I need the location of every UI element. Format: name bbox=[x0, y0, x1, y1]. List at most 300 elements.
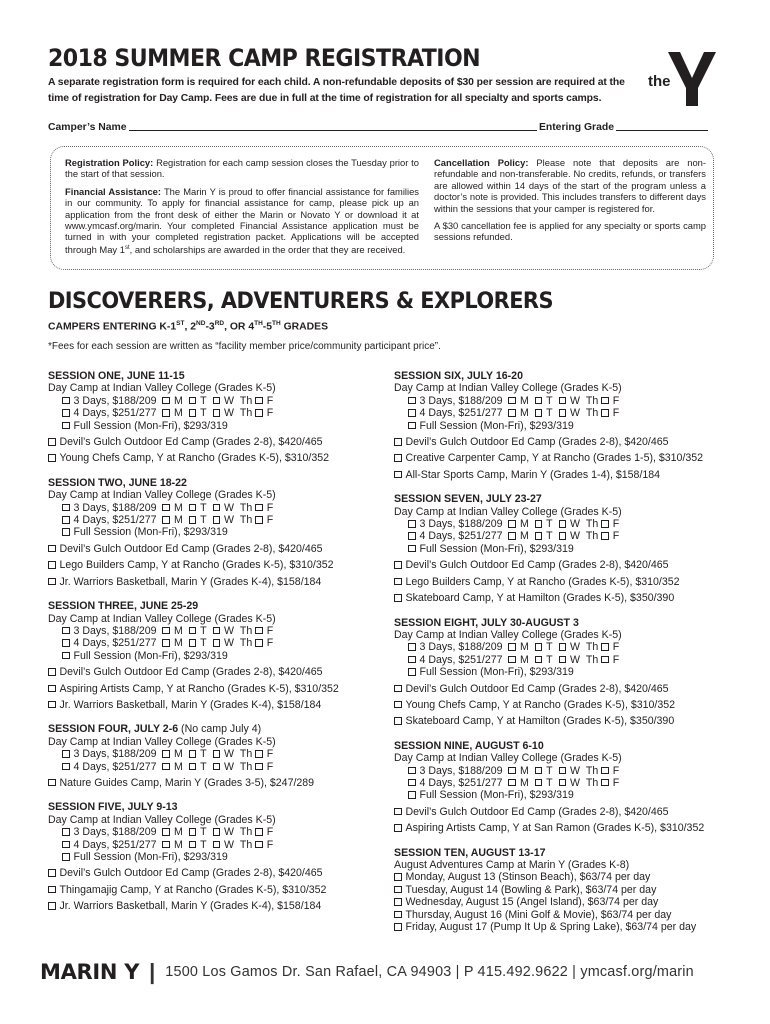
checkbox[interactable] bbox=[189, 750, 197, 758]
checkbox[interactable] bbox=[601, 532, 609, 540]
checkbox[interactable] bbox=[255, 828, 263, 836]
footer-contact: 1500 Los Gamos Dr. San Rafael, CA 94903 | P 415.492.9622 | ymcasf.org/marin bbox=[165, 964, 694, 980]
checkbox[interactable] bbox=[255, 627, 263, 635]
option-label: 4 Days, $251/277 bbox=[73, 514, 157, 527]
checkbox[interactable] bbox=[508, 656, 516, 664]
day-label: T bbox=[200, 826, 207, 839]
option-row bbox=[48, 867, 388, 879]
checkbox[interactable] bbox=[394, 561, 402, 569]
session-three bbox=[48, 600, 388, 711]
checkbox[interactable] bbox=[559, 767, 567, 775]
checkbox[interactable] bbox=[255, 409, 263, 417]
option-row bbox=[394, 822, 734, 834]
option-label: Full Session (Mon-Fri), $293/319 bbox=[73, 526, 228, 539]
option-label: Devil’s Gulch Outdoor Ed Camp (Grades 2-8), $420/465 bbox=[59, 436, 323, 449]
checkbox[interactable] bbox=[255, 397, 263, 405]
checkbox[interactable] bbox=[394, 454, 402, 462]
checkbox[interactable] bbox=[213, 763, 221, 771]
checkbox[interactable] bbox=[62, 516, 70, 524]
page-title: 2018 SUMMER CAMP REGISTRATION bbox=[48, 44, 481, 72]
day-label: W bbox=[570, 530, 581, 543]
session-one bbox=[48, 370, 388, 465]
checkbox[interactable] bbox=[189, 516, 197, 524]
option-label: Full Session (Mon-Fri), $293/319 bbox=[419, 666, 574, 679]
option-label: Lego Builders Camp, Y at Rancho (Grades K-5), $310/352 bbox=[405, 575, 680, 588]
checkbox[interactable] bbox=[394, 594, 402, 602]
checkbox[interactable] bbox=[408, 532, 416, 540]
checkbox[interactable] bbox=[213, 750, 221, 758]
checkbox[interactable] bbox=[408, 409, 416, 417]
option-label: Thursday, August 16 (Mini Golf & Movie), $63/74 per day bbox=[405, 908, 672, 921]
checkbox[interactable] bbox=[162, 409, 170, 417]
policy-left-column bbox=[65, 157, 419, 261]
session-title: SESSION TEN, AUGUST 13-17 bbox=[394, 846, 546, 859]
full-session-row bbox=[48, 526, 388, 538]
option-label: 3 Days, $188/209 bbox=[419, 394, 503, 407]
option-label: Full Session (Mon-Fri), $293/319 bbox=[419, 789, 574, 802]
checkbox[interactable] bbox=[62, 504, 70, 512]
checkbox[interactable] bbox=[559, 656, 567, 664]
option-label: Aspiring Artists Camp, Y at San Ramon (Grades K-5), $310/352 bbox=[405, 822, 705, 835]
day-label: M bbox=[173, 760, 183, 773]
day-label: W bbox=[570, 764, 581, 777]
checkbox[interactable] bbox=[62, 652, 70, 660]
day-label: F bbox=[612, 407, 620, 420]
checkbox[interactable] bbox=[189, 627, 197, 635]
checkbox[interactable] bbox=[535, 532, 543, 540]
checkbox[interactable] bbox=[255, 763, 263, 771]
checkbox[interactable] bbox=[189, 639, 197, 647]
day-camp-label: Day Camp at Indian Valley College (Grades K-5) bbox=[48, 489, 276, 502]
checkbox[interactable] bbox=[508, 397, 516, 405]
checkbox[interactable] bbox=[408, 643, 416, 651]
day-label: Th bbox=[239, 760, 253, 773]
entering-grade-label: Entering Grade bbox=[538, 122, 614, 133]
subhead-sup: TH bbox=[254, 320, 263, 327]
day-label: T bbox=[200, 637, 207, 650]
checkbox[interactable] bbox=[408, 656, 416, 664]
four-days-row bbox=[48, 761, 388, 773]
option-label: 4 Days, $251/277 bbox=[419, 776, 503, 789]
checkbox[interactable] bbox=[535, 643, 543, 651]
checkbox[interactable] bbox=[62, 750, 70, 758]
day-label: F bbox=[612, 776, 620, 789]
checkbox[interactable] bbox=[62, 397, 70, 405]
checkbox[interactable] bbox=[162, 841, 170, 849]
day-label: T bbox=[200, 407, 207, 420]
checkbox[interactable] bbox=[48, 578, 56, 586]
checkbox[interactable] bbox=[601, 643, 609, 651]
option-row bbox=[48, 452, 388, 464]
option-label: Lego Builders Camp, Y at Rancho (Grades K-5), $310/352 bbox=[59, 559, 334, 572]
checkbox[interactable] bbox=[535, 397, 543, 405]
checkbox[interactable] bbox=[213, 397, 221, 405]
session-two bbox=[48, 477, 388, 588]
day-label: W bbox=[224, 748, 235, 761]
ymca-logo-icon bbox=[646, 48, 718, 108]
day-label: M bbox=[173, 826, 183, 839]
day-label: F bbox=[612, 394, 620, 407]
option-row bbox=[394, 452, 734, 464]
four-days-row bbox=[48, 514, 388, 526]
subhead-part: , OR 4 bbox=[224, 321, 255, 333]
checkbox[interactable] bbox=[394, 808, 402, 816]
option-label: Full Session (Mon-Fri), $293/319 bbox=[419, 542, 574, 555]
checkbox[interactable] bbox=[213, 409, 221, 417]
checkbox[interactable] bbox=[162, 504, 170, 512]
full-session-row bbox=[394, 420, 734, 432]
session-title: SESSION SEVEN, JULY 23-27 bbox=[394, 493, 542, 506]
option-label: Aspiring Artists Camp, Y at Rancho (Grades K-5), $310/352 bbox=[59, 682, 339, 695]
checkbox[interactable] bbox=[408, 767, 416, 775]
checkbox[interactable] bbox=[213, 639, 221, 647]
checkbox[interactable] bbox=[62, 828, 70, 836]
cancellation-policy-text: Please note that deposits are non-refundable and non-transferable. No credits, refunds, or transfers are allowed within 14 days of the start of the program unless a doctor’s note is provided. This includes transfers to different days within the sessions that your camper is registered for. bbox=[434, 157, 707, 214]
checkbox[interactable] bbox=[62, 409, 70, 417]
day-label: Th bbox=[239, 826, 253, 839]
registration-policy-label: Registration Policy: bbox=[65, 157, 154, 168]
checkbox[interactable] bbox=[62, 627, 70, 635]
checkbox[interactable] bbox=[162, 750, 170, 758]
day-label: W bbox=[570, 518, 581, 531]
day-camp-label: Day Camp at Indian Valley College (Grades K-5) bbox=[48, 612, 276, 625]
checkbox[interactable] bbox=[508, 767, 516, 775]
session-note: (No camp July 4) bbox=[178, 723, 262, 736]
three-days-row bbox=[48, 748, 388, 760]
checkbox[interactable] bbox=[601, 397, 609, 405]
checkbox[interactable] bbox=[189, 409, 197, 417]
checkbox[interactable] bbox=[408, 397, 416, 405]
day-label: T bbox=[546, 776, 553, 789]
day-label: F bbox=[266, 637, 274, 650]
day-label: F bbox=[266, 394, 274, 407]
checkbox[interactable] bbox=[535, 409, 543, 417]
checkbox[interactable] bbox=[394, 886, 402, 894]
day-label: F bbox=[266, 501, 274, 514]
checkbox[interactable] bbox=[535, 656, 543, 664]
checkbox[interactable] bbox=[601, 520, 609, 528]
registration-policy bbox=[65, 157, 419, 180]
day-label: Th bbox=[585, 530, 599, 543]
three-days-row bbox=[48, 625, 388, 637]
checkbox[interactable] bbox=[189, 504, 197, 512]
cancellation-fee: A $30 cancellation fee is applied for any specialty or sports camp sessions refunded. bbox=[434, 220, 706, 243]
checkbox[interactable] bbox=[48, 438, 56, 446]
three-days-row bbox=[48, 826, 388, 838]
three-days-row bbox=[394, 641, 734, 653]
option-label: 3 Days, $188/209 bbox=[73, 826, 157, 839]
option-label: 4 Days, $251/277 bbox=[419, 530, 503, 543]
session-title: SESSION EIGHT, JULY 30-AUGUST 3 bbox=[394, 616, 579, 629]
checkbox[interactable] bbox=[559, 520, 567, 528]
checkbox[interactable] bbox=[408, 791, 416, 799]
option-label: Young Chefs Camp, Y at Rancho (Grades K-5), $310/352 bbox=[59, 452, 330, 465]
session-eight bbox=[394, 617, 734, 728]
session-title-text: SESSION FOUR, JULY 2-6 bbox=[48, 723, 179, 736]
grades-subhead bbox=[48, 320, 328, 332]
option-label: Devil’s Gulch Outdoor Ed Camp (Grades 2-8), $420/465 bbox=[405, 682, 669, 695]
option-label: 4 Days, $251/277 bbox=[419, 653, 503, 666]
checkbox[interactable] bbox=[408, 422, 416, 430]
option-label: Wednesday, August 15 (Angel Island), $63/74 per day bbox=[405, 896, 659, 909]
day-label: F bbox=[266, 514, 274, 527]
checkbox[interactable] bbox=[48, 779, 56, 787]
checkbox[interactable] bbox=[62, 639, 70, 647]
four-days-row bbox=[394, 654, 734, 666]
checkbox[interactable] bbox=[535, 779, 543, 787]
session-title: SESSION NINE, AUGUST 6-10 bbox=[394, 739, 544, 752]
checkbox[interactable] bbox=[255, 639, 263, 647]
section-heading: DISCOVERERS, ADVENTURERS & EXPLORERS bbox=[48, 288, 554, 314]
day-label: M bbox=[173, 394, 183, 407]
checkbox[interactable] bbox=[601, 767, 609, 775]
campers-name-field[interactable] bbox=[129, 129, 537, 131]
day-label: M bbox=[173, 748, 183, 761]
day-label: F bbox=[266, 407, 274, 420]
three-days-row bbox=[394, 765, 734, 777]
checkbox[interactable] bbox=[508, 409, 516, 417]
day-label: W bbox=[570, 394, 581, 407]
checkbox[interactable] bbox=[394, 911, 402, 919]
checkbox[interactable] bbox=[162, 639, 170, 647]
subhead-sup: ND bbox=[196, 320, 206, 327]
checkbox[interactable] bbox=[189, 828, 197, 836]
option-row bbox=[48, 699, 388, 711]
checkbox[interactable] bbox=[62, 841, 70, 849]
day-label: W bbox=[224, 624, 235, 637]
checkbox[interactable] bbox=[394, 898, 402, 906]
option-row bbox=[48, 884, 388, 896]
checkbox[interactable] bbox=[162, 397, 170, 405]
checkbox[interactable] bbox=[62, 422, 70, 430]
day-camp-label: Day Camp at Indian Valley College (Grades K-5) bbox=[394, 505, 622, 518]
checkbox[interactable] bbox=[48, 545, 56, 553]
checkbox[interactable] bbox=[213, 516, 221, 524]
checkbox[interactable] bbox=[394, 923, 402, 931]
session-title: SESSION FIVE, JULY 9-13 bbox=[48, 801, 178, 814]
option-label: 4 Days, $251/277 bbox=[419, 407, 503, 420]
day-label: W bbox=[570, 641, 581, 654]
day-label: Th bbox=[239, 838, 253, 851]
day-label: T bbox=[200, 748, 207, 761]
checkbox[interactable] bbox=[255, 504, 263, 512]
day-label: Th bbox=[585, 776, 599, 789]
option-row bbox=[48, 559, 388, 571]
day-camp-label: Day Camp at Indian Valley College (Grades K-5) bbox=[48, 735, 276, 748]
day-option-row bbox=[394, 871, 734, 883]
option-row bbox=[48, 683, 388, 695]
option-row bbox=[48, 576, 388, 588]
checkbox[interactable] bbox=[189, 397, 197, 405]
option-label: 3 Days, $188/209 bbox=[73, 394, 157, 407]
fees-note: *Fees for each session are written as “facility member price/community participant price”. bbox=[48, 341, 441, 352]
checkbox[interactable] bbox=[255, 516, 263, 524]
day-label: T bbox=[200, 624, 207, 637]
checkbox[interactable] bbox=[394, 701, 402, 709]
day-label: Th bbox=[239, 637, 253, 650]
registration-policy-text: Registration for each camp session closes the Tuesday prior to the start of that session. bbox=[65, 157, 419, 180]
day-label: F bbox=[266, 748, 274, 761]
checkbox[interactable] bbox=[601, 779, 609, 787]
checkbox[interactable] bbox=[408, 520, 416, 528]
option-label: Young Chefs Camp, Y at Rancho (Grades K-5), $310/352 bbox=[405, 698, 676, 711]
day-camp-label: Day Camp at Indian Valley College (Grades K-5) bbox=[48, 382, 276, 395]
checkbox[interactable] bbox=[508, 779, 516, 787]
checkbox[interactable] bbox=[559, 779, 567, 787]
day-label: Th bbox=[239, 501, 253, 514]
checkbox[interactable] bbox=[62, 853, 70, 861]
option-label: 3 Days, $188/209 bbox=[73, 624, 157, 637]
checkbox[interactable] bbox=[48, 869, 56, 877]
checkbox[interactable] bbox=[162, 516, 170, 524]
checkbox[interactable] bbox=[62, 763, 70, 771]
checkbox[interactable] bbox=[408, 779, 416, 787]
four-days-row bbox=[48, 637, 388, 649]
checkbox[interactable] bbox=[255, 750, 263, 758]
checkbox[interactable] bbox=[601, 409, 609, 417]
day-label: W bbox=[570, 407, 581, 420]
day-label: T bbox=[546, 653, 553, 666]
checkbox[interactable] bbox=[559, 397, 567, 405]
session-five bbox=[48, 801, 388, 912]
checkbox[interactable] bbox=[162, 828, 170, 836]
checkbox[interactable] bbox=[601, 656, 609, 664]
financial-assistance-label: Financial Assistance: bbox=[65, 185, 162, 197]
checkbox[interactable] bbox=[162, 627, 170, 635]
session-title: SESSION SIX, JULY 16-20 bbox=[394, 370, 523, 382]
option-label: 4 Days, $251/277 bbox=[73, 760, 157, 773]
option-label: 3 Days, $188/209 bbox=[419, 764, 503, 777]
option-label: 3 Days, $188/209 bbox=[73, 501, 157, 514]
checkbox[interactable] bbox=[559, 532, 567, 540]
option-label: Nature Guides Camp, Marin Y (Grades 3-5), $247/289 bbox=[59, 776, 315, 789]
checkbox[interactable] bbox=[189, 763, 197, 771]
checkbox[interactable] bbox=[394, 471, 402, 479]
day-camp-label: Day Camp at Indian Valley College (Grades K-5) bbox=[394, 752, 622, 765]
session-seven bbox=[394, 493, 734, 604]
checkbox[interactable] bbox=[394, 685, 402, 693]
full-session-row bbox=[394, 789, 734, 801]
checkbox[interactable] bbox=[213, 841, 221, 849]
checkbox[interactable] bbox=[559, 643, 567, 651]
day-label: Th bbox=[239, 394, 253, 407]
checkbox[interactable] bbox=[394, 438, 402, 446]
checkbox[interactable] bbox=[394, 717, 402, 725]
full-session-row bbox=[394, 543, 734, 555]
day-label: M bbox=[173, 501, 183, 514]
session-six bbox=[394, 370, 734, 481]
sessions-left-column bbox=[48, 370, 388, 925]
option-row bbox=[48, 777, 388, 789]
checkbox[interactable] bbox=[394, 824, 402, 832]
subhead-part: -5 bbox=[262, 321, 273, 333]
day-label: Th bbox=[585, 394, 599, 407]
day-label: F bbox=[266, 624, 274, 637]
day-option-row bbox=[394, 896, 734, 908]
day-label: T bbox=[546, 641, 553, 654]
checkbox[interactable] bbox=[394, 873, 402, 881]
option-label: Devil’s Gulch Outdoor Ed Camp (Grades 2-8), $420/465 bbox=[405, 805, 669, 818]
full-session-row bbox=[48, 650, 388, 662]
financial-assistance bbox=[65, 186, 419, 256]
option-label: Full Session (Mon-Fri), $293/319 bbox=[419, 419, 574, 432]
checkbox[interactable] bbox=[48, 902, 56, 910]
session-four bbox=[48, 723, 388, 789]
checkbox[interactable] bbox=[48, 561, 56, 569]
checkbox[interactable] bbox=[508, 520, 516, 528]
checkbox[interactable] bbox=[508, 643, 516, 651]
checkbox[interactable] bbox=[535, 520, 543, 528]
checkbox[interactable] bbox=[213, 627, 221, 635]
option-row bbox=[48, 900, 388, 912]
day-label: T bbox=[200, 514, 207, 527]
option-label: 4 Days, $251/277 bbox=[73, 407, 157, 420]
checkbox[interactable] bbox=[213, 504, 221, 512]
checkbox[interactable] bbox=[255, 841, 263, 849]
option-label: Thingamajig Camp, Y at Rancho (Grades K-5), $310/352 bbox=[59, 883, 327, 896]
option-label: Creative Carpenter Camp, Y at Rancho (Grades 1-5), $310/352 bbox=[405, 452, 704, 465]
day-label: F bbox=[266, 760, 274, 773]
day-label: W bbox=[224, 501, 235, 514]
checkbox[interactable] bbox=[394, 578, 402, 586]
session-title: SESSION TWO, JUNE 18-22 bbox=[48, 476, 187, 489]
option-label: Devil’s Gulch Outdoor Ed Camp (Grades 2-8), $420/465 bbox=[59, 542, 323, 555]
checkbox[interactable] bbox=[48, 886, 56, 894]
checkbox[interactable] bbox=[48, 701, 56, 709]
checkbox[interactable] bbox=[535, 767, 543, 775]
day-option-row bbox=[394, 884, 734, 896]
subhead-part: , 2 bbox=[184, 321, 197, 333]
four-days-row bbox=[394, 530, 734, 542]
day-label: M bbox=[173, 838, 183, 851]
cancellation-policy-label: Cancellation Policy: bbox=[434, 157, 529, 168]
day-label: T bbox=[546, 394, 553, 407]
checkbox[interactable] bbox=[48, 685, 56, 693]
day-label: W bbox=[224, 514, 235, 527]
option-label: Devil’s Gulch Outdoor Ed Camp (Grades 2-8), $420/465 bbox=[405, 559, 669, 572]
option-row bbox=[394, 683, 734, 695]
checkbox[interactable] bbox=[48, 454, 56, 462]
day-label: F bbox=[612, 653, 620, 666]
checkbox[interactable] bbox=[508, 532, 516, 540]
checkbox[interactable] bbox=[213, 828, 221, 836]
session-title bbox=[48, 723, 388, 735]
option-label: Devil’s Gulch Outdoor Ed Camp (Grades 2-8), $420/465 bbox=[59, 867, 323, 880]
checkbox[interactable] bbox=[48, 668, 56, 676]
day-label: W bbox=[224, 838, 235, 851]
entering-grade-field[interactable] bbox=[616, 129, 708, 131]
option-row bbox=[48, 543, 388, 555]
three-days-row bbox=[394, 395, 734, 407]
day-label: Th bbox=[239, 514, 253, 527]
option-label: Full Session (Mon-Fri), $293/319 bbox=[73, 649, 228, 662]
option-label: Jr. Warriors Basketball, Marin Y (Grades K-4), $158/184 bbox=[59, 575, 322, 588]
checkbox[interactable] bbox=[162, 763, 170, 771]
checkbox[interactable] bbox=[408, 545, 416, 553]
day-label: W bbox=[224, 407, 235, 420]
day-label: M bbox=[173, 407, 183, 420]
option-label: Full Session (Mon-Fri), $293/319 bbox=[73, 419, 228, 432]
checkbox[interactable] bbox=[408, 668, 416, 676]
checkbox[interactable] bbox=[62, 528, 70, 536]
day-label: W bbox=[570, 653, 581, 666]
option-label: Full Session (Mon-Fri), $293/319 bbox=[73, 851, 228, 863]
three-days-row bbox=[48, 502, 388, 514]
day-label: W bbox=[224, 394, 235, 407]
checkbox[interactable] bbox=[559, 409, 567, 417]
campers-name-label: Camper’s Name bbox=[48, 122, 127, 133]
checkbox[interactable] bbox=[189, 841, 197, 849]
